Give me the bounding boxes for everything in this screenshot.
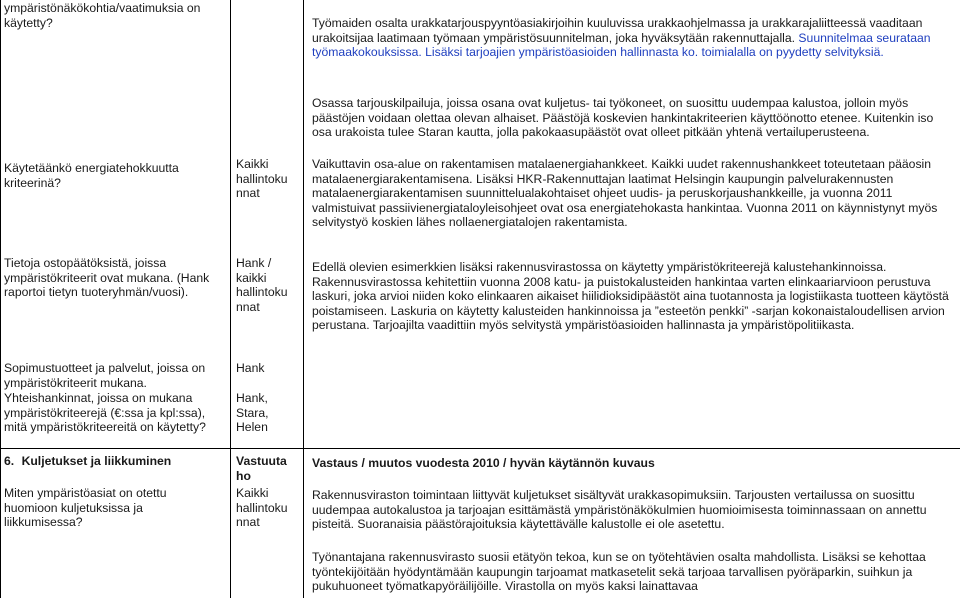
responsible-all-units-2: Kaikki hallintoku nnat xyxy=(236,486,288,530)
answer-column-heading: Vastaus / muutos vuodesta 2010 / hyvän käytännön kuvaus xyxy=(312,456,655,470)
column-divider-1 xyxy=(230,0,231,598)
question-joint-procurement: Yhteishankinnat, joissa on mukana ympäristökriteerejä (€:ssa ja kpl:ssa), mitä ympäristökriteereitä on käytetty? xyxy=(4,391,206,435)
responsible-hank: Hank xyxy=(236,361,265,375)
answer-furniture-procurement: Edellä olevien esimerkkien lisäksi rakennusvirastossa on käytetty ympäristökriteerejä kalustehankinnoissa. Rakennusvirastossa kehitettiin vuonna 2008 katu- ja puistokalusteiden hankintaa varten elinkaariarvioon perustuva laskuri, joka arvioi niiden koko elinkaaren aikaiset hiilidioksidipäästöt aina tuotannosta ja logistiikasta tuotteen käytöstä poistamiseen. Laskuria on käytetty kalusteiden hankinnoissa ja ”esteetön penkki” -sarjan kokonaistaloudellisen arvion perustana. Tarjoajilta vaadittiin myös selvitystä ympäristöasioiden hallinnasta ja ympäristöpolitiikasta. xyxy=(312,260,949,333)
responsible-all-units-1: Kaikki hallintoku nnat xyxy=(236,157,288,201)
column-divider-2 xyxy=(303,0,304,598)
section-title: Kuljetukset ja liikkuminen xyxy=(21,454,172,468)
question-purchase-decisions: Tietoja ostopäätöksistä, joissa ympäristökriteerit ovat mukana. (Hank raportoi tietyn tuoteryhmän/vuosi). xyxy=(4,256,210,300)
answer-low-energy-construction: Vaikuttavin osa-alue on rakentamisen matalaenergiahankkeet. Kaikki uudet rakennushankkeet toteutetaan pääosin matalaenergiarakentamisena. Lisäksi HKR-Rakennuttajan laatimat Helsingin kaupungin palvelurakennusten matalaenergiarakentamisen suunnittelualakohtaiset ohjeet uudis- ja peruskorjaushankkeille, ja vuonna 2011 valmistuivat passiivienergiataloyleisohjeet ovat osa energiatehokasta hankintaa. Vuonna 2011 on käynnistynyt myös selvitystyö koskien lähes nollaenergiatalojen rakentamista. xyxy=(312,157,938,230)
section-row-divider xyxy=(0,448,960,449)
responsible-hank-stara-helen: Hank, Stara, Helen xyxy=(236,391,269,435)
section-heading-transport xyxy=(4,454,228,469)
question-contract-products: Sopimustuotteet ja palvelut, joissa on ympäristökriteerit mukana. xyxy=(4,361,206,390)
responsible-column-heading: Vastuuta ho xyxy=(236,454,287,483)
responsible-hank-all-units: Hank / kaikki hallintoku nnat xyxy=(236,256,288,314)
section-number: 6. xyxy=(4,454,15,468)
question-transport: Miten ympäristöasiat on otettu huomioon kuljetuksissa ja liikkumisessa? xyxy=(4,486,167,530)
answer-equipment-emissions: Osassa tarjouskilpailuja, joissa osana ovat kuljetus- tai työkoneet, on suosittu uudempaa kalustoa, jolloin myös päästöjen voidaan olettaa olevan alhaiset. Päästöjä koskevien hankintakriteerien käyttöönotto etenee. Kuitenkin iso osa urakoista tulee Staran kautta, jolla pakokaasupäästöt ovat olleet pitkään yhtenä vertailuperusteena. xyxy=(312,96,934,140)
answer-telework-cycling: Työnantajana rakennusvirasto suosii etätyön tekoa, kun se on työtehtävien osalta mahdollista. Lisäksi se kehottaa työntekijöitään hyödyntämään kaupungin tarjoamat matkasetelit sekä tarjoaa tarvallisen pyöräparkin, suihkun ja pukuhuoneet työmatkapyöräilijöille. Virastolla on myös kaksi lainattavaa xyxy=(312,550,926,594)
answer-worksite-plans xyxy=(312,16,952,60)
answer-transport-contracts: Rakennusviraston toimintaan liittyvät kuljetukset sisältyvät urakkasopimuksiin. Tarjousten vertailussa on suosittu uudempaa autokalustoa ja tarjoajan esittämästä ympäristönäkökulmien huomioimisesta toiminnassaan on annettu pisteitä. Suoranaisia päästörajoituksia käytettävälle kalustolle ei ole asetettu. xyxy=(312,488,927,532)
question-previous-continued: ympäristönäkökohtia/vaatimuksia on käytetty? xyxy=(4,1,201,30)
answer-worksite-plans-text: Työmaiden osalta urakkatarjouspyyntöasiakirjoihin kuuluvissa urakkaohjelmassa ja urakkarajaliitteessä vaaditaan urakoitsijaa laatimaan työmaan ympäristösuunnitelman, joka hyväksytään rakennuttajalla. xyxy=(312,16,923,45)
answer-worksite-plans-followup: Suunnitelmaa seurataan työmaakokouksissa. Lisäksi tarjoajien ympäristöasioiden hallinnasta ko. toimialalla on pyydetty selvityksiä. xyxy=(312,30,931,60)
table-border-left xyxy=(0,0,1,598)
question-energy-efficiency: Käytetäänkö energiatehokkuutta kriteerinä? xyxy=(4,161,179,190)
